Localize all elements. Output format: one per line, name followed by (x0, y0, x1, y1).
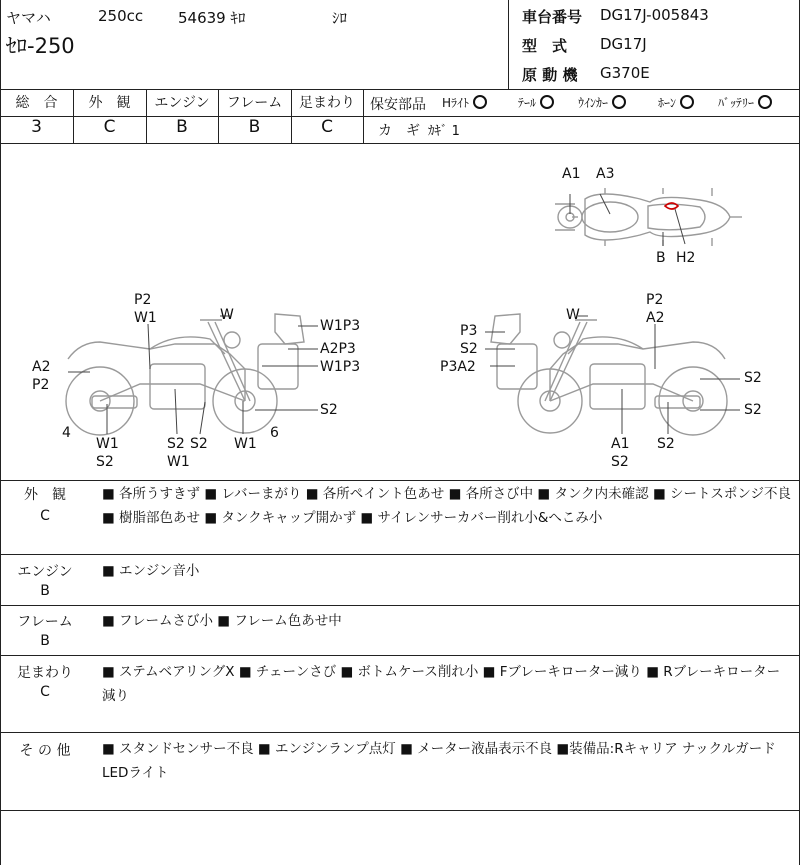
section-divider-2 (0, 605, 800, 606)
diagram-label: 6 (270, 425, 279, 441)
diagram-label: 4 (62, 425, 71, 441)
frame-no: DG17J-005843 (600, 6, 709, 24)
check-circle-icon (473, 95, 487, 109)
diagram-label: A3 (596, 166, 615, 182)
grade-value-frame: B (248, 117, 261, 137)
displacement: 250cc (98, 7, 144, 25)
grade-label-total: 総 合 (15, 95, 58, 111)
diagram-label: P3 (460, 323, 478, 339)
diagram-label: S2 (460, 341, 478, 357)
safety-item-label: Hﾗｲﾄ (442, 96, 470, 110)
right-side-bike (491, 314, 727, 435)
safety-item-label: ﾎｰﾝ (658, 96, 677, 110)
damage-diagram (0, 144, 800, 480)
safety-item-label: ﾊﾞｯﾃﾘｰ (718, 96, 755, 110)
frame-no-label: 車台番号 (522, 8, 583, 26)
diagram-label: P3A2 (440, 359, 476, 375)
section-divider-3 (0, 655, 800, 656)
header-vertical (508, 0, 509, 89)
model-name: ｾﾛ-250 (6, 34, 75, 58)
section-text-other: ■ スタンドセンサー不良 ■ エンジンランプ点灯 ■ メーター液晶表示不良 ■装備品:Rキャリア ナックルガード LEDライト (102, 741, 776, 781)
diagram-label: P2 (134, 292, 152, 308)
diagram-label: W1P3 (320, 359, 361, 375)
diagram-label: S2 (657, 436, 675, 452)
grade-value-engine: B (176, 117, 188, 137)
section-label-other: そ の 他 (19, 743, 71, 759)
grade-label-exterior: 外 観 (88, 95, 131, 111)
diagram-label: W1 (96, 436, 119, 452)
safety-item-label: ｳｲﾝｶｰ (578, 96, 609, 110)
grade-value-exterior: C (103, 117, 116, 137)
section-divider-5 (0, 810, 800, 811)
section-divider-1 (0, 554, 800, 555)
diagram-label: S2 (611, 454, 629, 470)
diagram-label: W1 (234, 436, 257, 452)
header-divider (0, 89, 800, 90)
grade-value-suspension: C (321, 117, 333, 137)
key-value: ｶｷﾞ 1 (428, 124, 460, 139)
section-grade-exterior: C (40, 508, 50, 524)
section-grade-frame: B (40, 633, 50, 649)
safety-item-winker (578, 94, 626, 111)
diagram-label: A2 (32, 359, 51, 375)
check-circle-icon (758, 95, 772, 109)
safety-item-tail (518, 94, 554, 111)
section-label-frame: フレーム (17, 614, 73, 630)
section-label-engine: エンジン (17, 564, 73, 580)
diagram-label: H2 (676, 250, 696, 266)
mileage: 54639 ｷﾛ (178, 9, 246, 27)
section-divider-4 (0, 732, 800, 733)
engine-value: G370E (600, 64, 650, 82)
diagram-divider (0, 480, 800, 481)
check-circle-icon (540, 95, 554, 109)
grade-label-frame: フレーム (226, 95, 283, 111)
diagram-label: B (656, 250, 666, 266)
section-text-suspension: ■ ステムベアリングX ■ チェーンさび ■ ボトムケース削れ小 ■ Fブレーキローター減り ■ Rブレーキローター減り (102, 664, 781, 704)
left-side-bike (66, 314, 304, 435)
diagram-label: A1 (611, 436, 630, 452)
diagram-label: S2 (190, 436, 208, 452)
safety-item-headlight (442, 94, 487, 111)
diagram-label: W1 (167, 454, 190, 470)
type-value: DG17J (600, 35, 647, 53)
diagram-label: W1 (134, 310, 157, 326)
safety-item-horn (658, 94, 694, 111)
safety-item-label: ﾃｰﾙ (518, 96, 537, 110)
diagram-label: W1P3 (320, 318, 361, 334)
section-text-frame: ■ フレームさび小 ■ フレーム色あせ中 (102, 613, 342, 629)
leader-lines (68, 194, 740, 434)
check-circle-icon (612, 95, 626, 109)
color: ｼﾛ (332, 9, 348, 27)
check-circle-icon (680, 95, 694, 109)
diagram-label: W (566, 307, 580, 323)
safety-item-battery (718, 94, 772, 111)
grade-label-engine: エンジン (154, 95, 210, 111)
diagram-label: S2 (320, 402, 338, 418)
diagram-label: S2 (96, 454, 114, 470)
section-label-suspension: 足まわり (17, 665, 73, 681)
safety-label: 保安部品 (370, 97, 426, 113)
diagram-label: A1 (562, 166, 581, 182)
diagram-label: A2 (646, 310, 665, 326)
diagram-label: P2 (646, 292, 664, 308)
section-grade-engine: B (40, 583, 50, 599)
type-label: 型 式 (522, 37, 568, 55)
engine-label: 原 動 機 (522, 66, 578, 84)
diagram-label: P2 (32, 377, 50, 393)
grade-value-total: 3 (31, 117, 42, 137)
diagram-label: S2 (167, 436, 185, 452)
safety-mid (363, 116, 800, 117)
top-view-bike (555, 188, 742, 246)
section-label-exterior: 外 観 (24, 487, 66, 503)
grade-label-suspension: 足まわり (299, 95, 355, 111)
diagram-label: S2 (744, 402, 762, 418)
diagram-label: W (220, 307, 234, 323)
section-text-engine: ■ エンジン音小 (102, 563, 200, 579)
section-grade-suspension: C (40, 684, 50, 700)
diagram-label: S2 (744, 370, 762, 386)
maker: ヤマハ (6, 9, 51, 27)
diagram-label: A2P3 (320, 341, 356, 357)
section-text-exterior: ■ 各所うすきず ■ レバーまがり ■ 各所ペイント色あせ ■ 各所さび中 ■ タンク内未確認 ■ シートスポンジ不良 ■ 樹脂部色あせ ■ タンクキャップ開かず ■ サイレンサーカバー削れ小&へこみ小 (102, 486, 792, 526)
key-label: カ ギ (378, 123, 420, 139)
